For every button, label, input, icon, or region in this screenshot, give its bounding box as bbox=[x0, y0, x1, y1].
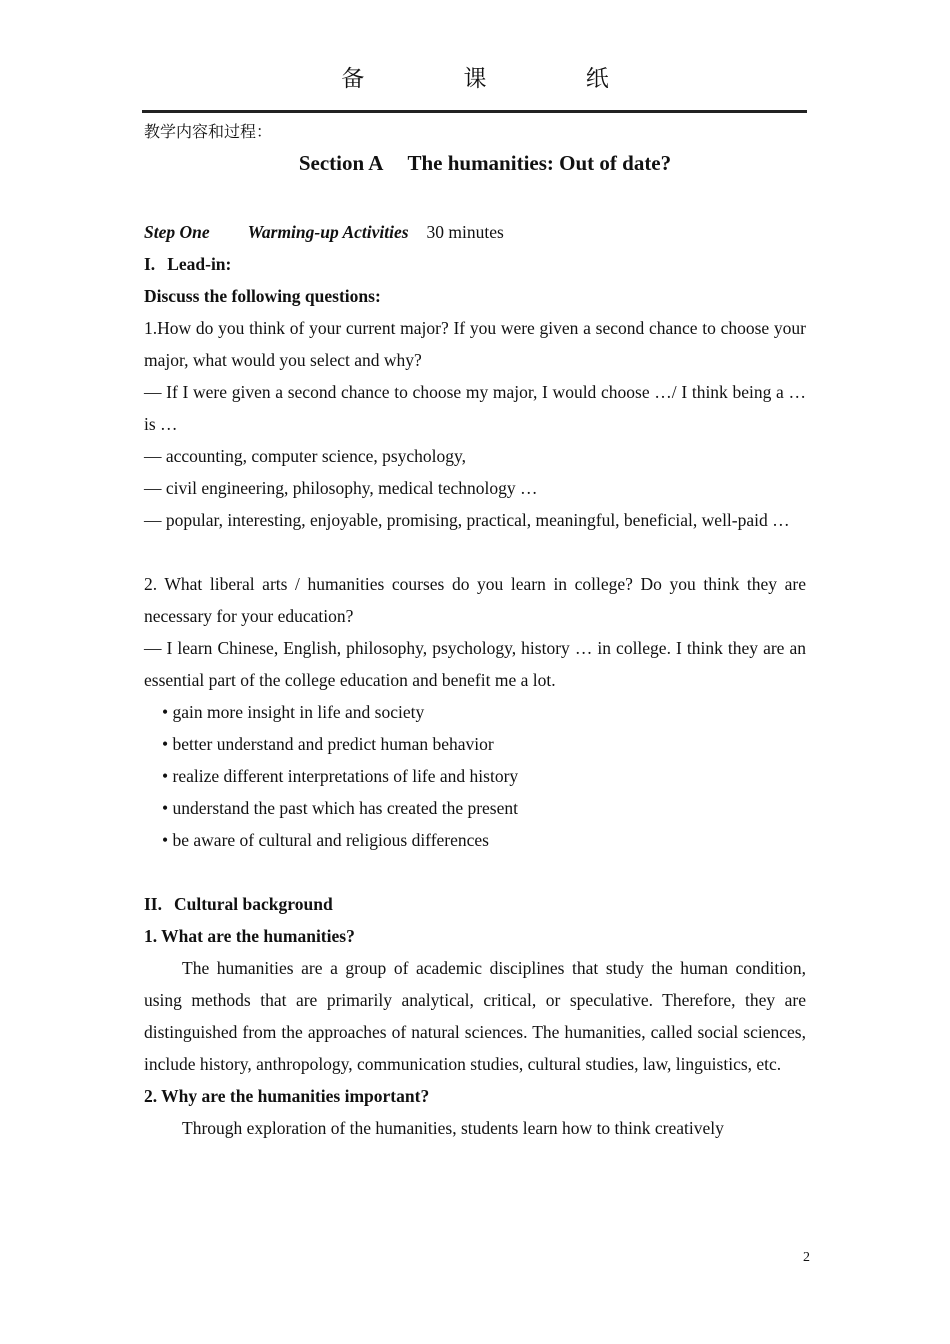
bullet-item: • realize different interpretations of life and history bbox=[162, 766, 519, 786]
bullet-item: • understand the past which has created the present bbox=[162, 798, 518, 818]
document-body bbox=[144, 116, 806, 1144]
paragraph-2: Through exploration of the humanities, students learn how to think creatively bbox=[182, 1118, 724, 1138]
part1-numeral: I. bbox=[144, 254, 156, 274]
subheading-1: 1. What are the humanities? bbox=[144, 926, 355, 946]
answer-line: — popular, interesting, enjoyable, promising, practical, meaningful, beneficial, well-paid … bbox=[144, 510, 790, 530]
section-label: Section A bbox=[298, 151, 384, 175]
step-name: Warming-up Activities bbox=[247, 222, 409, 242]
part2-heading-text: Cultural background bbox=[174, 894, 333, 914]
bullet-item: • better understand and predict human behavior bbox=[162, 734, 494, 754]
page-number: 2 bbox=[803, 1250, 810, 1265]
section-heading: The humanities: Out of date? bbox=[407, 151, 672, 175]
page-header-title: 备 课 纸 bbox=[341, 66, 655, 92]
bullet-item: • be aware of cultural and religious differences bbox=[162, 830, 489, 850]
header-divider bbox=[142, 110, 807, 113]
step-one-line bbox=[144, 216, 806, 248]
part2-numeral: II. bbox=[144, 894, 162, 914]
question-1: 1.How do you think of your current major? If you were given a second chance to choose your major, what would you select and why? bbox=[144, 318, 806, 370]
answer-line: — civil engineering, philosophy, medical technology … bbox=[144, 478, 538, 498]
content-label: 教学内容和过程： bbox=[144, 122, 273, 141]
answer-line: — If I were given a second chance to choose my major, I would choose …/ I think being a … is … bbox=[144, 382, 806, 434]
part1-heading-text: Lead-in: bbox=[167, 254, 232, 274]
section-title bbox=[144, 148, 806, 178]
step-label: Step One bbox=[144, 222, 210, 242]
discuss-heading: Discuss the following questions: bbox=[144, 286, 381, 306]
subheading-2: 2. Why are the humanities important? bbox=[144, 1086, 430, 1106]
answer-line: — I learn Chinese, English, philosophy, psychology, history … in college. I think they are an essential part of the college education and benefit me a lot. bbox=[144, 638, 806, 690]
part2-heading bbox=[144, 888, 806, 920]
question-2: 2. What liberal arts / humanities courses do you learn in college? Do you think they are necessary for your education? bbox=[144, 574, 806, 626]
step-duration: 30 minutes bbox=[426, 222, 504, 242]
answer-line: — accounting, computer science, psychology, bbox=[144, 446, 467, 466]
part1-heading bbox=[144, 248, 806, 280]
paragraph-1: The humanities are a group of academic disciplines that study the human condition, using methods that are primarily analytical, critical, or speculative. Therefore, they are distinguished from the approaches of natural sciences. The humanities, called social sciences, include history, anthropology, communication studies, cultural studies, law, linguistics, etc. bbox=[144, 958, 806, 1074]
bullet-item: • gain more insight in life and society bbox=[162, 702, 425, 722]
